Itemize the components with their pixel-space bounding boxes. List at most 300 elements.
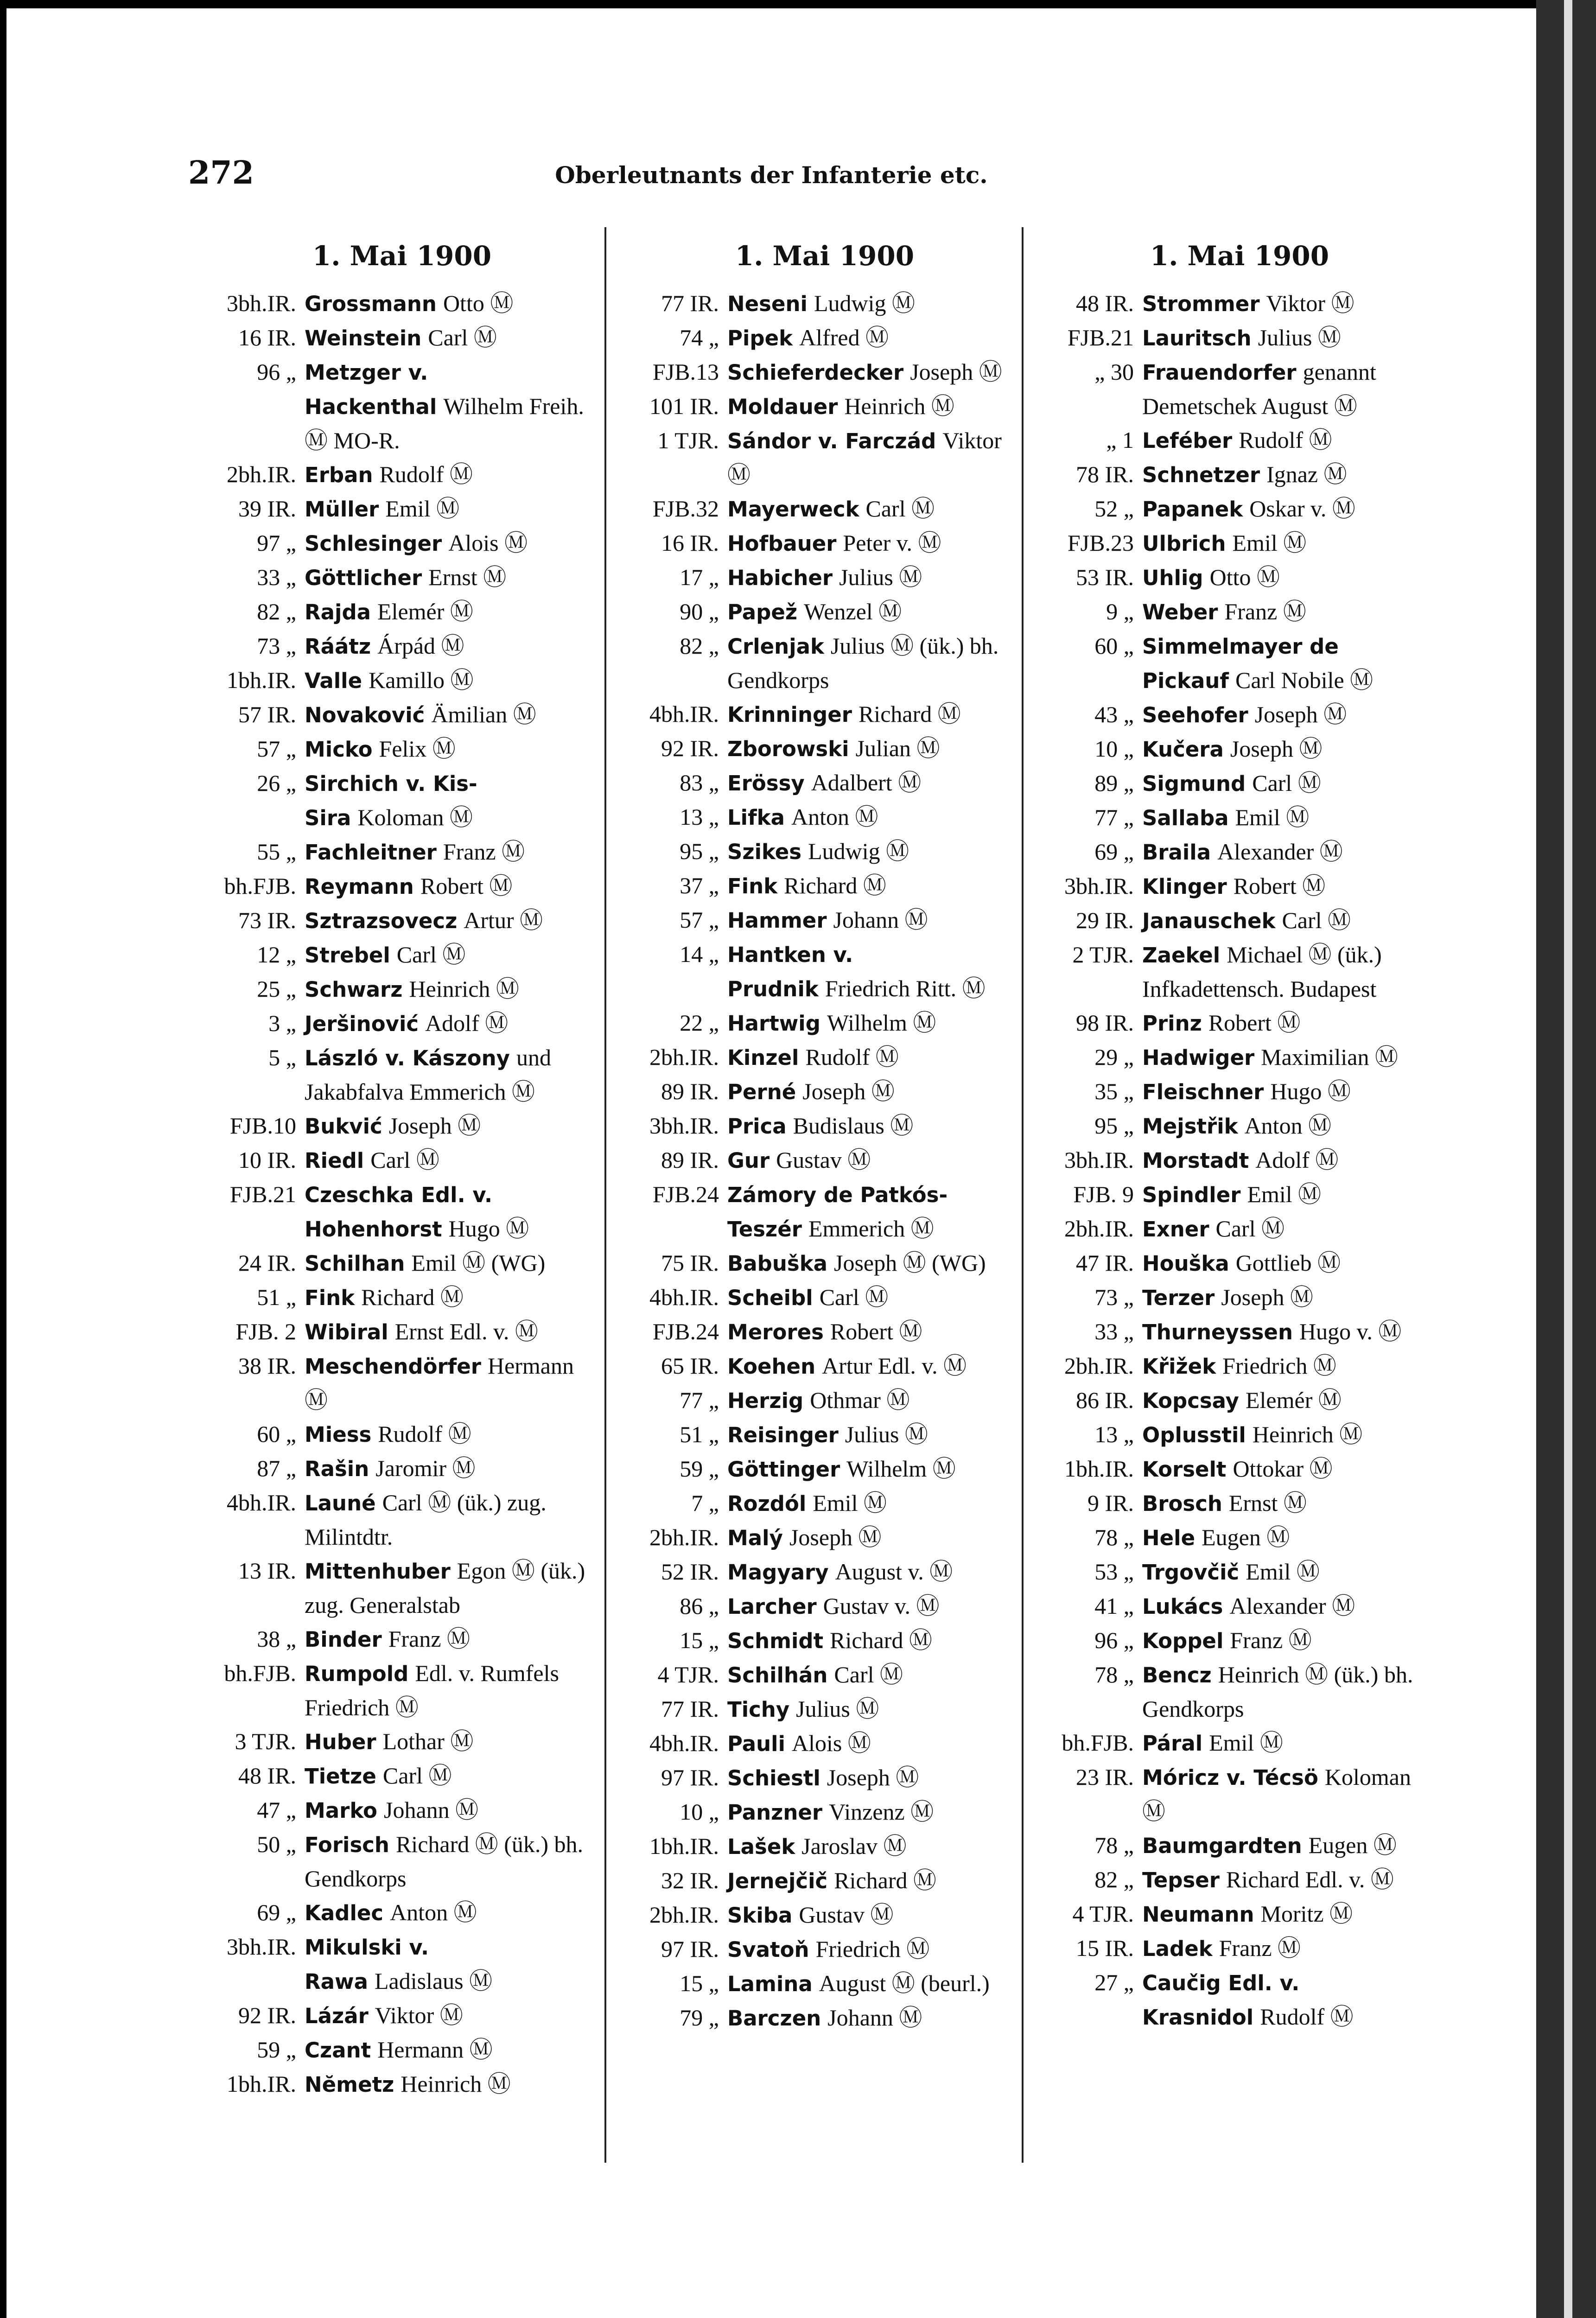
officer-entry — [196, 1178, 590, 1246]
surname: Uhlig — [1142, 566, 1203, 590]
officer-text — [1142, 1178, 1427, 1212]
given-name-and-notes: Viktor Ⓜ — [727, 427, 1002, 488]
officer-text — [1142, 1418, 1427, 1452]
surname: Lašek — [727, 1834, 795, 1859]
officer-text — [727, 1624, 1012, 1658]
given-name-and-notes: Carl Ⓜ — [819, 1284, 889, 1310]
given-name-and-notes: Koloman Ⓜ — [1142, 1764, 1411, 1824]
officer-entry — [1033, 732, 1427, 766]
surname: Weinstein — [305, 326, 422, 350]
surname: Ulbrich — [1142, 531, 1226, 556]
given-name-and-notes: Richard Ⓜ — [858, 701, 961, 727]
officer-entry — [1033, 1555, 1427, 1589]
officer-text — [1142, 1555, 1427, 1589]
unit-label: 7 „ — [691, 1490, 719, 1516]
surname: Czeschka Edl. v. Hohenhorst — [305, 1183, 493, 1242]
unit-label: FJB.23 — [1067, 530, 1134, 556]
given-name-and-notes: Maximilian Ⓜ — [1261, 1044, 1398, 1070]
surname: Forisch — [305, 1833, 389, 1857]
given-name-and-notes: Rudolf Ⓜ — [1239, 427, 1332, 453]
officer-text — [305, 2033, 590, 2067]
given-name-and-notes: Friedrich Ⓜ — [1222, 1353, 1336, 1379]
given-name-and-notes: Carl Nobile Ⓜ — [1235, 667, 1373, 693]
given-name-and-notes: Carl Ⓜ — [370, 1147, 439, 1173]
officer-text — [1142, 1143, 1427, 1178]
surname: Rajda — [305, 600, 371, 624]
officer-entry — [618, 766, 1012, 800]
given-name-and-notes: Árpád Ⓜ — [377, 633, 464, 659]
surname: Svatoň — [727, 1937, 809, 1962]
given-name-and-notes: Joseph Ⓜ — [789, 1524, 882, 1550]
surname: Mikulski v. Rawa — [305, 1935, 429, 1994]
officer-text — [305, 869, 590, 904]
given-name-and-notes: Carl Ⓜ — [1252, 770, 1321, 796]
officer-entry — [1033, 1246, 1427, 1280]
surname: Křižek — [1142, 1354, 1216, 1379]
surname: Papež — [727, 600, 798, 624]
officer-entry — [196, 663, 590, 698]
given-name-and-notes: Ernst Edl. v. Ⓜ — [394, 1318, 538, 1344]
officer-text — [727, 732, 1012, 766]
given-name-and-notes: Franz Ⓜ — [1224, 599, 1306, 624]
officer-text — [305, 904, 590, 938]
given-name-and-notes: Heinrich Ⓜ (ük.) bh. Gendkorps — [1142, 1662, 1413, 1722]
given-name-and-notes: Friedrich Ritt. Ⓜ — [825, 975, 986, 1001]
unit-label: 13 „ — [1094, 1421, 1134, 1447]
officer-text — [305, 1828, 590, 1896]
officer-entry — [618, 1967, 1012, 2001]
officer-entry — [618, 424, 1012, 492]
surname: Braila — [1142, 840, 1211, 865]
officer-entry — [1033, 1315, 1427, 1349]
unit-label: 23 IR. — [1076, 1764, 1134, 1790]
officer-text — [305, 287, 590, 321]
officer-text — [1142, 1931, 1427, 1966]
surname: Brosch — [1142, 1491, 1222, 1516]
officer-entry — [196, 1246, 590, 1280]
officer-text — [727, 1932, 1012, 1967]
officer-text — [305, 1486, 590, 1554]
surname: Strebel — [305, 943, 390, 968]
given-name-and-notes: Joseph Ⓜ — [827, 1764, 919, 1790]
officer-entry — [618, 1726, 1012, 1761]
unit-label: 4bh.IR. — [649, 1284, 719, 1310]
unit-label: 3bh.IR. — [227, 1934, 296, 1960]
surname: Göttinger — [727, 1457, 840, 1482]
officer-entry — [618, 492, 1012, 526]
surname: Kadlec — [305, 1901, 384, 1925]
unit-label: 17 „ — [680, 564, 719, 590]
unit-label: 83 „ — [680, 770, 719, 796]
officer-text — [727, 697, 1012, 732]
officer-text — [1142, 1246, 1427, 1280]
given-name-and-notes: Joseph Ⓜ — [1221, 1284, 1313, 1310]
unit-label: 92 IR. — [238, 2002, 296, 2028]
officer-text — [305, 835, 590, 869]
officer-text — [305, 526, 590, 560]
officer-text — [305, 1793, 590, 1828]
given-name-and-notes: August v. Ⓜ — [835, 1559, 953, 1585]
officer-entry — [618, 1109, 1012, 1143]
officer-text — [305, 1041, 590, 1109]
officer-entry — [1033, 1931, 1427, 1966]
officer-text — [305, 1759, 590, 1793]
given-name-and-notes: Wenzel Ⓜ — [804, 599, 902, 624]
officer-text — [305, 732, 590, 766]
unit-label: „ 1 — [1106, 427, 1134, 453]
given-name-and-notes: August Ⓜ (beurl.) — [819, 1970, 990, 1996]
unit-label: 15 „ — [680, 1970, 719, 1996]
officer-entry — [1033, 1897, 1427, 1931]
officer-text — [727, 800, 1012, 834]
officer-entry — [618, 526, 1012, 560]
surname: Marko — [305, 1798, 377, 1823]
unit-label: 10 „ — [680, 1799, 719, 1825]
officer-text — [1142, 1760, 1427, 1828]
officer-entry — [196, 1280, 590, 1315]
unit-label: 2bh.IR. — [227, 461, 296, 487]
surname: Houška — [1142, 1251, 1229, 1276]
surname: Strommer — [1142, 292, 1260, 316]
officer-text — [727, 389, 1012, 424]
officer-entry — [196, 1793, 590, 1828]
unit-label: 82 „ — [1094, 1866, 1134, 1892]
officer-entry — [618, 287, 1012, 321]
officer-text — [727, 287, 1012, 321]
unit-label: 78 „ — [1094, 1662, 1134, 1688]
given-name-and-notes: Emil Ⓜ — [813, 1490, 887, 1516]
given-name-and-notes: Franz Ⓜ — [388, 1626, 471, 1652]
surname: Prinz — [1142, 1011, 1202, 1036]
unit-label: 12 „ — [257, 942, 296, 968]
given-name-and-notes: Viktor Ⓜ — [375, 2002, 463, 2028]
surname: Caučig Edl. v. Krasnidol — [1142, 1971, 1300, 2030]
officer-entry — [618, 560, 1012, 595]
surname: Móricz v. Técsö — [1142, 1765, 1318, 1790]
officer-entry — [1033, 698, 1427, 732]
officer-entry — [1033, 1658, 1427, 1726]
surname: Moldauer — [727, 395, 838, 419]
officer-text — [727, 1006, 1012, 1040]
unit-label: 2bh.IR. — [1064, 1216, 1134, 1242]
surname: Korselt — [1142, 1457, 1227, 1482]
officer-text — [1142, 1486, 1427, 1521]
given-name-and-notes: Moritz Ⓜ — [1260, 1901, 1353, 1927]
surname: Larcher — [727, 1594, 817, 1619]
unit-label: 15 „ — [680, 1627, 719, 1653]
unit-label: 101 IR. — [649, 393, 719, 419]
surname: Perné — [727, 1080, 796, 1104]
unit-label: 77 IR. — [661, 290, 719, 316]
officer-text — [1142, 287, 1427, 321]
officer-entry — [196, 526, 590, 560]
officer-entry — [1033, 492, 1427, 526]
surname: Gur — [727, 1148, 770, 1173]
given-name-and-notes: Hermann Ⓜ — [377, 2037, 493, 2063]
surname: Leféber — [1142, 428, 1233, 453]
unit-label: 1bh.IR. — [1064, 1456, 1134, 1482]
officer-text — [1142, 560, 1427, 595]
surname: Tietze — [305, 1764, 376, 1789]
officer-entry — [1033, 1178, 1427, 1212]
officer-text — [727, 629, 1012, 697]
officer-text — [1142, 492, 1427, 526]
surname: Riedl — [305, 1148, 364, 1173]
given-name-and-notes: Otto Ⓜ — [1209, 564, 1280, 590]
officer-entry — [1033, 1828, 1427, 1863]
unit-label: 75 IR. — [661, 1250, 719, 1276]
surname: Babuška — [727, 1251, 827, 1276]
unit-label: 95 „ — [1094, 1113, 1134, 1139]
officer-entry — [1033, 1212, 1427, 1246]
unit-label: 53 IR. — [1076, 564, 1134, 590]
officer-entry — [618, 1864, 1012, 1898]
officer-entry — [1033, 1760, 1427, 1828]
officer-entry — [1033, 423, 1427, 458]
officer-entry — [1033, 321, 1427, 355]
surname: Micko — [305, 737, 373, 762]
officer-text — [1142, 526, 1427, 560]
surname: Müller — [305, 497, 379, 522]
surname: Mayerweck — [727, 497, 859, 522]
unit-label: 57 IR. — [238, 701, 296, 727]
officer-text — [305, 1896, 590, 1930]
officer-entry — [618, 1761, 1012, 1795]
surname: Grossmann — [305, 292, 437, 316]
given-name-and-notes: Elemér Ⓜ — [1245, 1387, 1342, 1413]
officer-text — [1142, 1040, 1427, 1075]
officer-text — [1142, 1315, 1427, 1349]
officer-text — [727, 1898, 1012, 1932]
officer-entry — [1033, 560, 1427, 595]
officer-entry — [1033, 869, 1427, 904]
officer-text — [727, 937, 1012, 1006]
officer-entry — [618, 937, 1012, 1006]
officer-entry — [196, 1999, 590, 2033]
officer-text — [305, 1656, 590, 1725]
officer-text — [727, 1075, 1012, 1109]
officer-entry — [196, 1930, 590, 1999]
officer-entry — [1033, 1075, 1427, 1109]
scan-edge — [1536, 0, 1596, 2318]
unit-label: 14 „ — [680, 941, 719, 967]
officer-text — [305, 560, 590, 595]
given-name-and-notes: Carl Ⓜ — [865, 496, 935, 522]
unit-label: 57 „ — [257, 736, 296, 762]
surname: Malý — [727, 1526, 783, 1550]
running-head: Oberleutnants der Infanterie etc. — [555, 161, 988, 189]
unit-label: 47 „ — [257, 1797, 296, 1823]
officer-entry — [1033, 1109, 1427, 1143]
officer-entry — [196, 1759, 590, 1793]
officer-entry — [196, 1349, 590, 1417]
officer-text — [1142, 1280, 1427, 1315]
surname: Lamina — [727, 1972, 813, 1996]
given-name-and-notes: Hugo v. Ⓜ — [1299, 1318, 1402, 1344]
officer-entry — [196, 1622, 590, 1656]
officer-text — [727, 321, 1012, 355]
officer-entry — [196, 595, 590, 629]
given-name-and-notes: Carl Ⓜ (ük.) zug. Milintdtr. — [305, 1490, 547, 1550]
unit-label: 59 „ — [257, 2037, 296, 2063]
given-name-and-notes: Rudolf Ⓜ — [378, 1421, 471, 1447]
officer-text — [1142, 1212, 1427, 1246]
officer-entry — [1033, 1418, 1427, 1452]
officer-text — [1142, 1109, 1427, 1143]
surname: Tepser — [1142, 1868, 1220, 1892]
officer-text — [1142, 355, 1427, 423]
given-name-and-notes: Friedrich Ⓜ — [815, 1936, 930, 1962]
surname: Sirchich v. Kis-Sira — [305, 771, 477, 830]
officer-entry — [618, 1246, 1012, 1280]
officer-entry — [196, 1109, 590, 1143]
unit-label: 78 „ — [1094, 1832, 1134, 1858]
given-name-and-notes: Alois Ⓜ — [792, 1730, 871, 1756]
surname: Hammer — [727, 908, 827, 933]
officer-text — [1142, 1863, 1427, 1897]
unit-label: 9 IR. — [1087, 1490, 1134, 1516]
given-name-and-notes: Heinrich Ⓜ — [1252, 1421, 1363, 1447]
given-name-and-notes: Joseph Ⓜ (WG) — [834, 1250, 986, 1276]
unit-label: FJB.24 — [652, 1318, 719, 1344]
given-name-and-notes: Heinrich Ⓜ — [401, 2071, 511, 2097]
surname: Czant — [305, 2038, 371, 2063]
given-name-and-notes: Emil Ⓜ — [1247, 1181, 1322, 1207]
surname: Papanek — [1142, 497, 1243, 522]
given-name-and-notes: Eugen Ⓜ — [1308, 1832, 1397, 1858]
unit-label: 35 „ — [1094, 1078, 1134, 1104]
unit-label: 1bh.IR. — [227, 667, 296, 693]
officer-entry — [618, 1349, 1012, 1383]
unit-label: 33 „ — [257, 564, 296, 590]
unit-label: 73 „ — [1094, 1284, 1134, 1310]
given-name-and-notes: Carl Ⓜ — [428, 325, 497, 350]
unit-label: 73 IR. — [238, 907, 296, 933]
officer-text — [1142, 1383, 1427, 1418]
surname: Schmidt — [727, 1629, 824, 1653]
given-name-and-notes: Richard Ⓜ — [784, 872, 886, 898]
surname: Tichy — [727, 1697, 790, 1722]
surname: Habicher — [727, 566, 833, 590]
unit-label: 13 IR. — [238, 1558, 296, 1584]
unit-label: 43 „ — [1094, 701, 1134, 727]
officer-entry — [618, 2001, 1012, 2035]
unit-label: 3bh.IR. — [649, 1113, 719, 1139]
officer-text — [305, 321, 590, 355]
given-name-and-notes: Gottlieb Ⓜ — [1235, 1250, 1341, 1276]
surname: Schlesinger — [305, 531, 442, 556]
officer-text — [1142, 423, 1427, 458]
column-divider — [604, 227, 606, 2163]
officer-entry — [196, 458, 590, 492]
given-name-and-notes: Rudolf Ⓜ — [1260, 2004, 1354, 2030]
surname: Lázár — [305, 2004, 369, 2028]
surname: Szikes — [727, 840, 802, 864]
surname: Neseni — [727, 292, 808, 316]
officer-entry — [618, 1280, 1012, 1315]
officer-text — [727, 1864, 1012, 1898]
unit-label: 25 „ — [257, 976, 296, 1002]
officer-text — [727, 1349, 1012, 1383]
unit-label: 51 „ — [257, 1284, 296, 1310]
officer-entry — [618, 1418, 1012, 1452]
given-name-and-notes: Kamillo Ⓜ — [369, 667, 474, 693]
unit-label: 57 „ — [680, 907, 719, 933]
given-name-and-notes: Carl Ⓜ — [1215, 1216, 1285, 1242]
given-name-and-notes: Anton Ⓜ — [1244, 1113, 1332, 1139]
officer-entry — [618, 1040, 1012, 1075]
given-name-and-notes: Joseph Ⓜ — [1230, 736, 1323, 762]
officer-entry — [196, 835, 590, 869]
given-name-and-notes: Jaroslav Ⓜ — [801, 1833, 907, 1859]
given-name-and-notes: Jaromir Ⓜ — [375, 1455, 476, 1481]
unit-label: 90 „ — [680, 599, 719, 624]
given-name-and-notes: Richard Ⓜ — [830, 1627, 932, 1653]
surname: Ráátz — [305, 634, 371, 659]
given-name-and-notes: Franz Ⓜ — [443, 839, 525, 865]
given-name-and-notes: Michael Ⓜ (ük.) Infkadettensch. Budapest — [1142, 942, 1382, 1002]
given-name-and-notes: Ludwig Ⓜ — [808, 838, 909, 864]
given-name-and-notes: Heinrich Ⓜ — [844, 393, 954, 419]
given-name-and-notes: Johann Ⓜ — [827, 2005, 922, 2031]
given-name-and-notes: Ottokar Ⓜ — [1233, 1456, 1333, 1482]
officer-text — [727, 560, 1012, 595]
unit-label: 2 TJR. — [1072, 942, 1134, 968]
given-name-and-notes: Heinrich Ⓜ — [409, 976, 519, 1002]
given-name-and-notes: Richard Ⓜ — [834, 1867, 936, 1893]
surname: Seehofer — [1142, 703, 1248, 727]
unit-label: 74 „ — [680, 325, 719, 350]
given-name-and-notes: Othmar Ⓜ — [810, 1387, 910, 1413]
officer-entry — [1033, 1143, 1427, 1178]
surname: Fink — [305, 1286, 355, 1310]
surname: Schwarz — [305, 977, 403, 1002]
unit-label: 48 IR. — [1076, 290, 1134, 316]
officer-entry — [1033, 526, 1427, 560]
unit-label: 48 IR. — [238, 1763, 296, 1789]
surname: Magyary — [727, 1560, 829, 1585]
unit-label: 52 „ — [1094, 496, 1134, 522]
surname: Krinninger — [727, 702, 852, 727]
officer-text — [305, 663, 590, 698]
unit-label: 97 „ — [257, 530, 296, 556]
officer-entry — [1033, 355, 1427, 423]
officer-text — [305, 698, 590, 732]
given-name-and-notes: Lothar Ⓜ — [382, 1728, 474, 1754]
unit-label: 86 IR. — [1076, 1387, 1134, 1413]
officer-entry — [1033, 1966, 1427, 2034]
officer-text — [727, 1452, 1012, 1486]
given-name-and-notes: und Jakabfalva Emmerich Ⓜ — [305, 1044, 551, 1105]
officer-text — [727, 526, 1012, 560]
given-name-and-notes: Alois Ⓜ — [448, 530, 528, 556]
unit-label: 2bh.IR. — [1064, 1353, 1134, 1379]
officer-entry — [1033, 904, 1427, 938]
given-name-and-notes: Carl Ⓜ — [1282, 907, 1351, 933]
unit-label: FJB.32 — [652, 496, 719, 522]
officer-entry — [618, 869, 1012, 903]
officer-entry — [618, 903, 1012, 937]
given-name-and-notes: Eugen Ⓜ — [1202, 1524, 1290, 1550]
surname: Koehen — [727, 1354, 816, 1379]
officer-entry — [618, 1486, 1012, 1521]
given-name-and-notes: Hugo Ⓜ — [448, 1216, 529, 1242]
surname: Schiestl — [727, 1766, 820, 1790]
officer-entry — [1033, 801, 1427, 835]
unit-label: 92 IR. — [661, 735, 719, 761]
officer-text — [727, 1143, 1012, 1178]
officer-entry — [196, 1486, 590, 1554]
